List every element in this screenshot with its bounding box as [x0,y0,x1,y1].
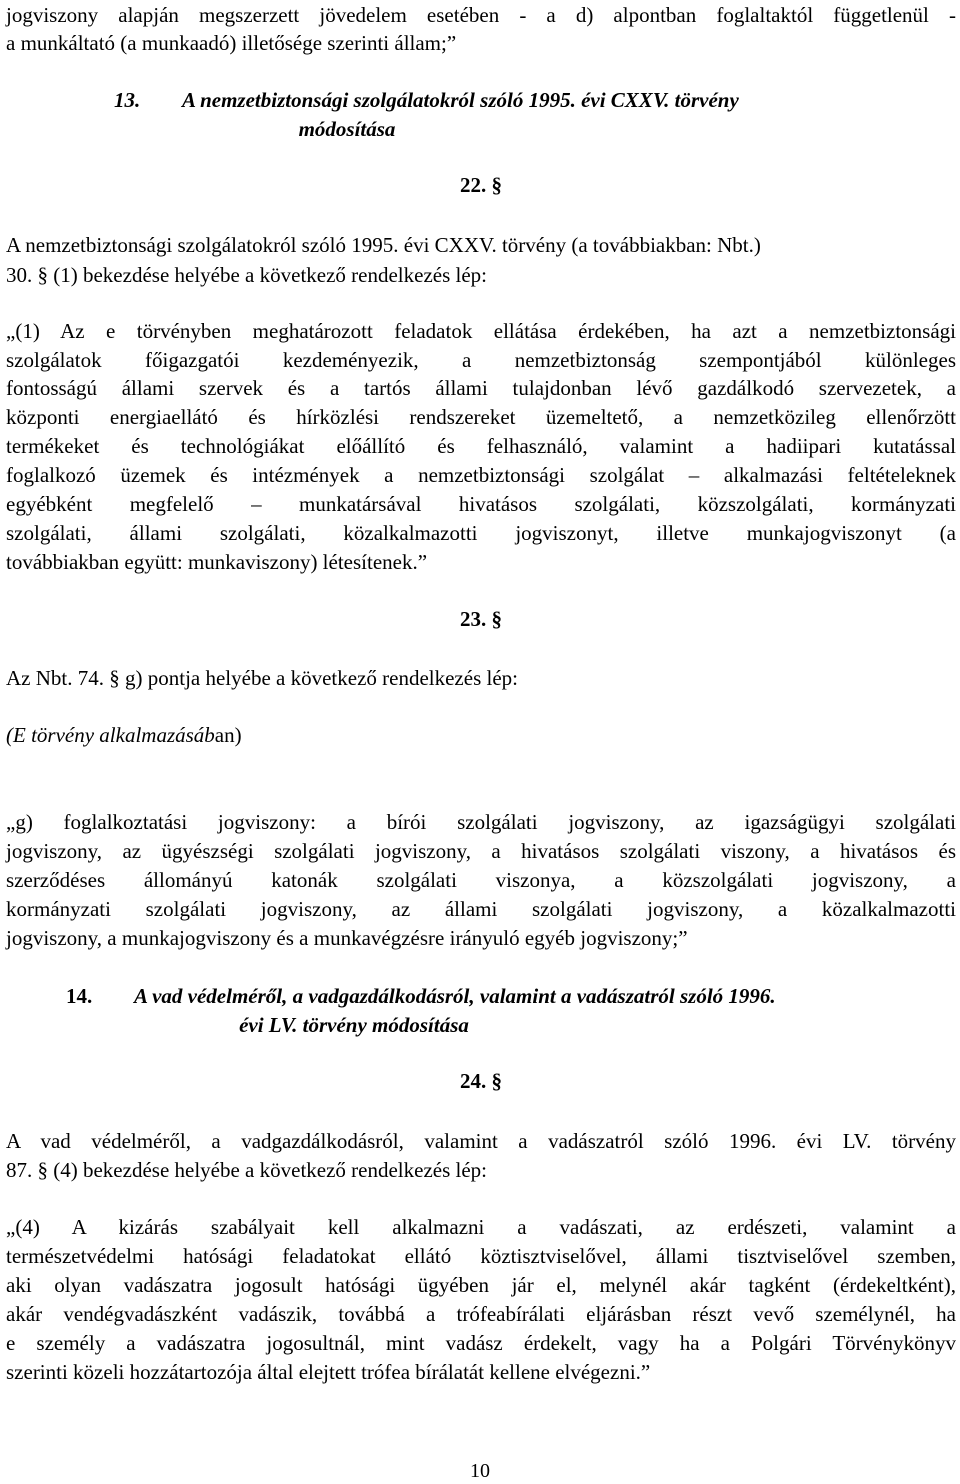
page-number: 10 [470,1460,490,1482]
text-line: A nemzetbiztonsági szolgálatokról szóló 1995. évi CXXV. törvény (a továbbiakban: Nbt.) [6,233,761,257]
section-13-number: 13. [114,88,141,112]
quote-line: szerinti közeli hozzátartozója által elejtett trófea bírálatát kellene elvégezni.” [6,1360,651,1384]
quote-line: aki olyan vadászatra jogosult hatósági ügyében jár el, melynél akár tagként (érdekeltként), [6,1273,956,1297]
paragraph-23-heading: 23. § [460,607,502,631]
quote-line: „(4) A kizárás szabályait kell alkalmazni a vadászati, az erdészeti, valamint a [6,1215,956,1239]
quote-line: e személy a vadászatra jogosultnál, mint vadász érdekelt, vagy ha a Polgári Törvénykönyv [6,1331,956,1355]
quote-line: szerződéses állományú katonák szolgálati viszonya, a közszolgálati jogviszony, a [6,868,956,892]
quote-line: természetvédelmi hatósági feladatokat ellátó köztisztviselővel, állami tisztviselővel szemben, [6,1244,956,1268]
text-line: 87. § (4) bekezdése helyébe a következő rendelkezés lép: [6,1158,488,1182]
section-13-title-line1: A nemzetbiztonsági szolgálatokról szóló 1995. évi CXXV. törvény [182,88,739,112]
paragraph-24-heading: 24. § [460,1069,502,1093]
text-line: 30. § (1) bekezdése helyébe a következő rendelkezés lép: [6,263,488,287]
quote-line: továbbiakban együtt: munkaviszony) létesítenek.” [6,550,428,574]
quote-line: foglalkozó üzemek és intézmények a nemzetbiztonsági szolgálat – alkalmazási feltételeknek [6,463,956,487]
quote-line: központi energiaellátó és hírközlési rendszereket üzemeltető, a nemzetközileg ellenőrzött [6,405,956,429]
section-14-title-line1: A vad védelméről, a vadgazdálkodásról, valamint a vadászatról szóló 1996. [134,984,776,1008]
section-14-title-line2: évi LV. törvény módosítása [239,1013,469,1037]
italic-fragment: (E törvény alkalmazásáb [6,723,215,747]
section-14-number: 14. [66,984,93,1008]
quote-line: akár vendégvadászként vadászik, továbbá a trófeabírálati eljárásban részt vevő személynél, ha [6,1302,956,1326]
quote-line: jogviszony, a munkajogviszony és a munkavégzésre irányuló egyéb jogviszony;” [6,926,688,950]
quote-line: szolgálati, állami szolgálati, közalkalmazotti jogviszonyt, illetve munkajogviszonyt (a [6,521,956,545]
quote-line: fontosságú állami szervek és a tartós állami tulajdonban lévő gazdálkodó szervezetek, a [6,376,956,400]
quote-line: „(1) Az e törvényben meghatározott feladatok ellátása érdekében, ha azt a nemzetbiztonsági [6,319,956,343]
quote-line: szolgálatok főigazgatói kezdeményezik, a nemzetbiztonság szempontjából különleges [6,348,956,372]
quote-line: kormányzati szolgálati jogviszony, az állami szolgálati jogviszony, a közalkalmazotti [6,897,956,921]
text-line: A vad védelméről, a vadgazdálkodásról, valamint a vadászatról szóló 1996. évi LV. törvény [6,1129,956,1153]
section-13-title-line2: módosítása [298,117,396,141]
quote-line: „g) foglalkoztatási jogviszony: a bírói szolgálati jogviszony, az igazságügyi szolgálati [6,810,956,834]
paragraph-22-heading: 22. § [460,173,502,197]
quote-line: termékeket és technológiákat előállító és felhasználó, valamint a hadiipari kutatással [6,434,956,458]
text-line: jogviszony alapján megszerzett jövedelem esetében - a d) alpontban foglaltaktól függetlenül - [6,3,956,27]
text-line: Az Nbt. 74. § g) pontja helyébe a következő rendelkezés lép: [6,666,518,690]
quote-line: jogviszony, az ügyészségi szolgálati jogviszony, a hivatásos szolgálati viszony, a hivatásos és [6,839,956,863]
text-line [6,722,242,748]
text-line: a munkáltató (a munkaadó) illetősége szerinti állam;” [6,31,457,55]
text-fragment: an) [214,723,242,747]
quote-line: egyébként megfelelő – munkatársával hivatásos szolgálati, közszolgálati, kormányzati [6,492,956,516]
